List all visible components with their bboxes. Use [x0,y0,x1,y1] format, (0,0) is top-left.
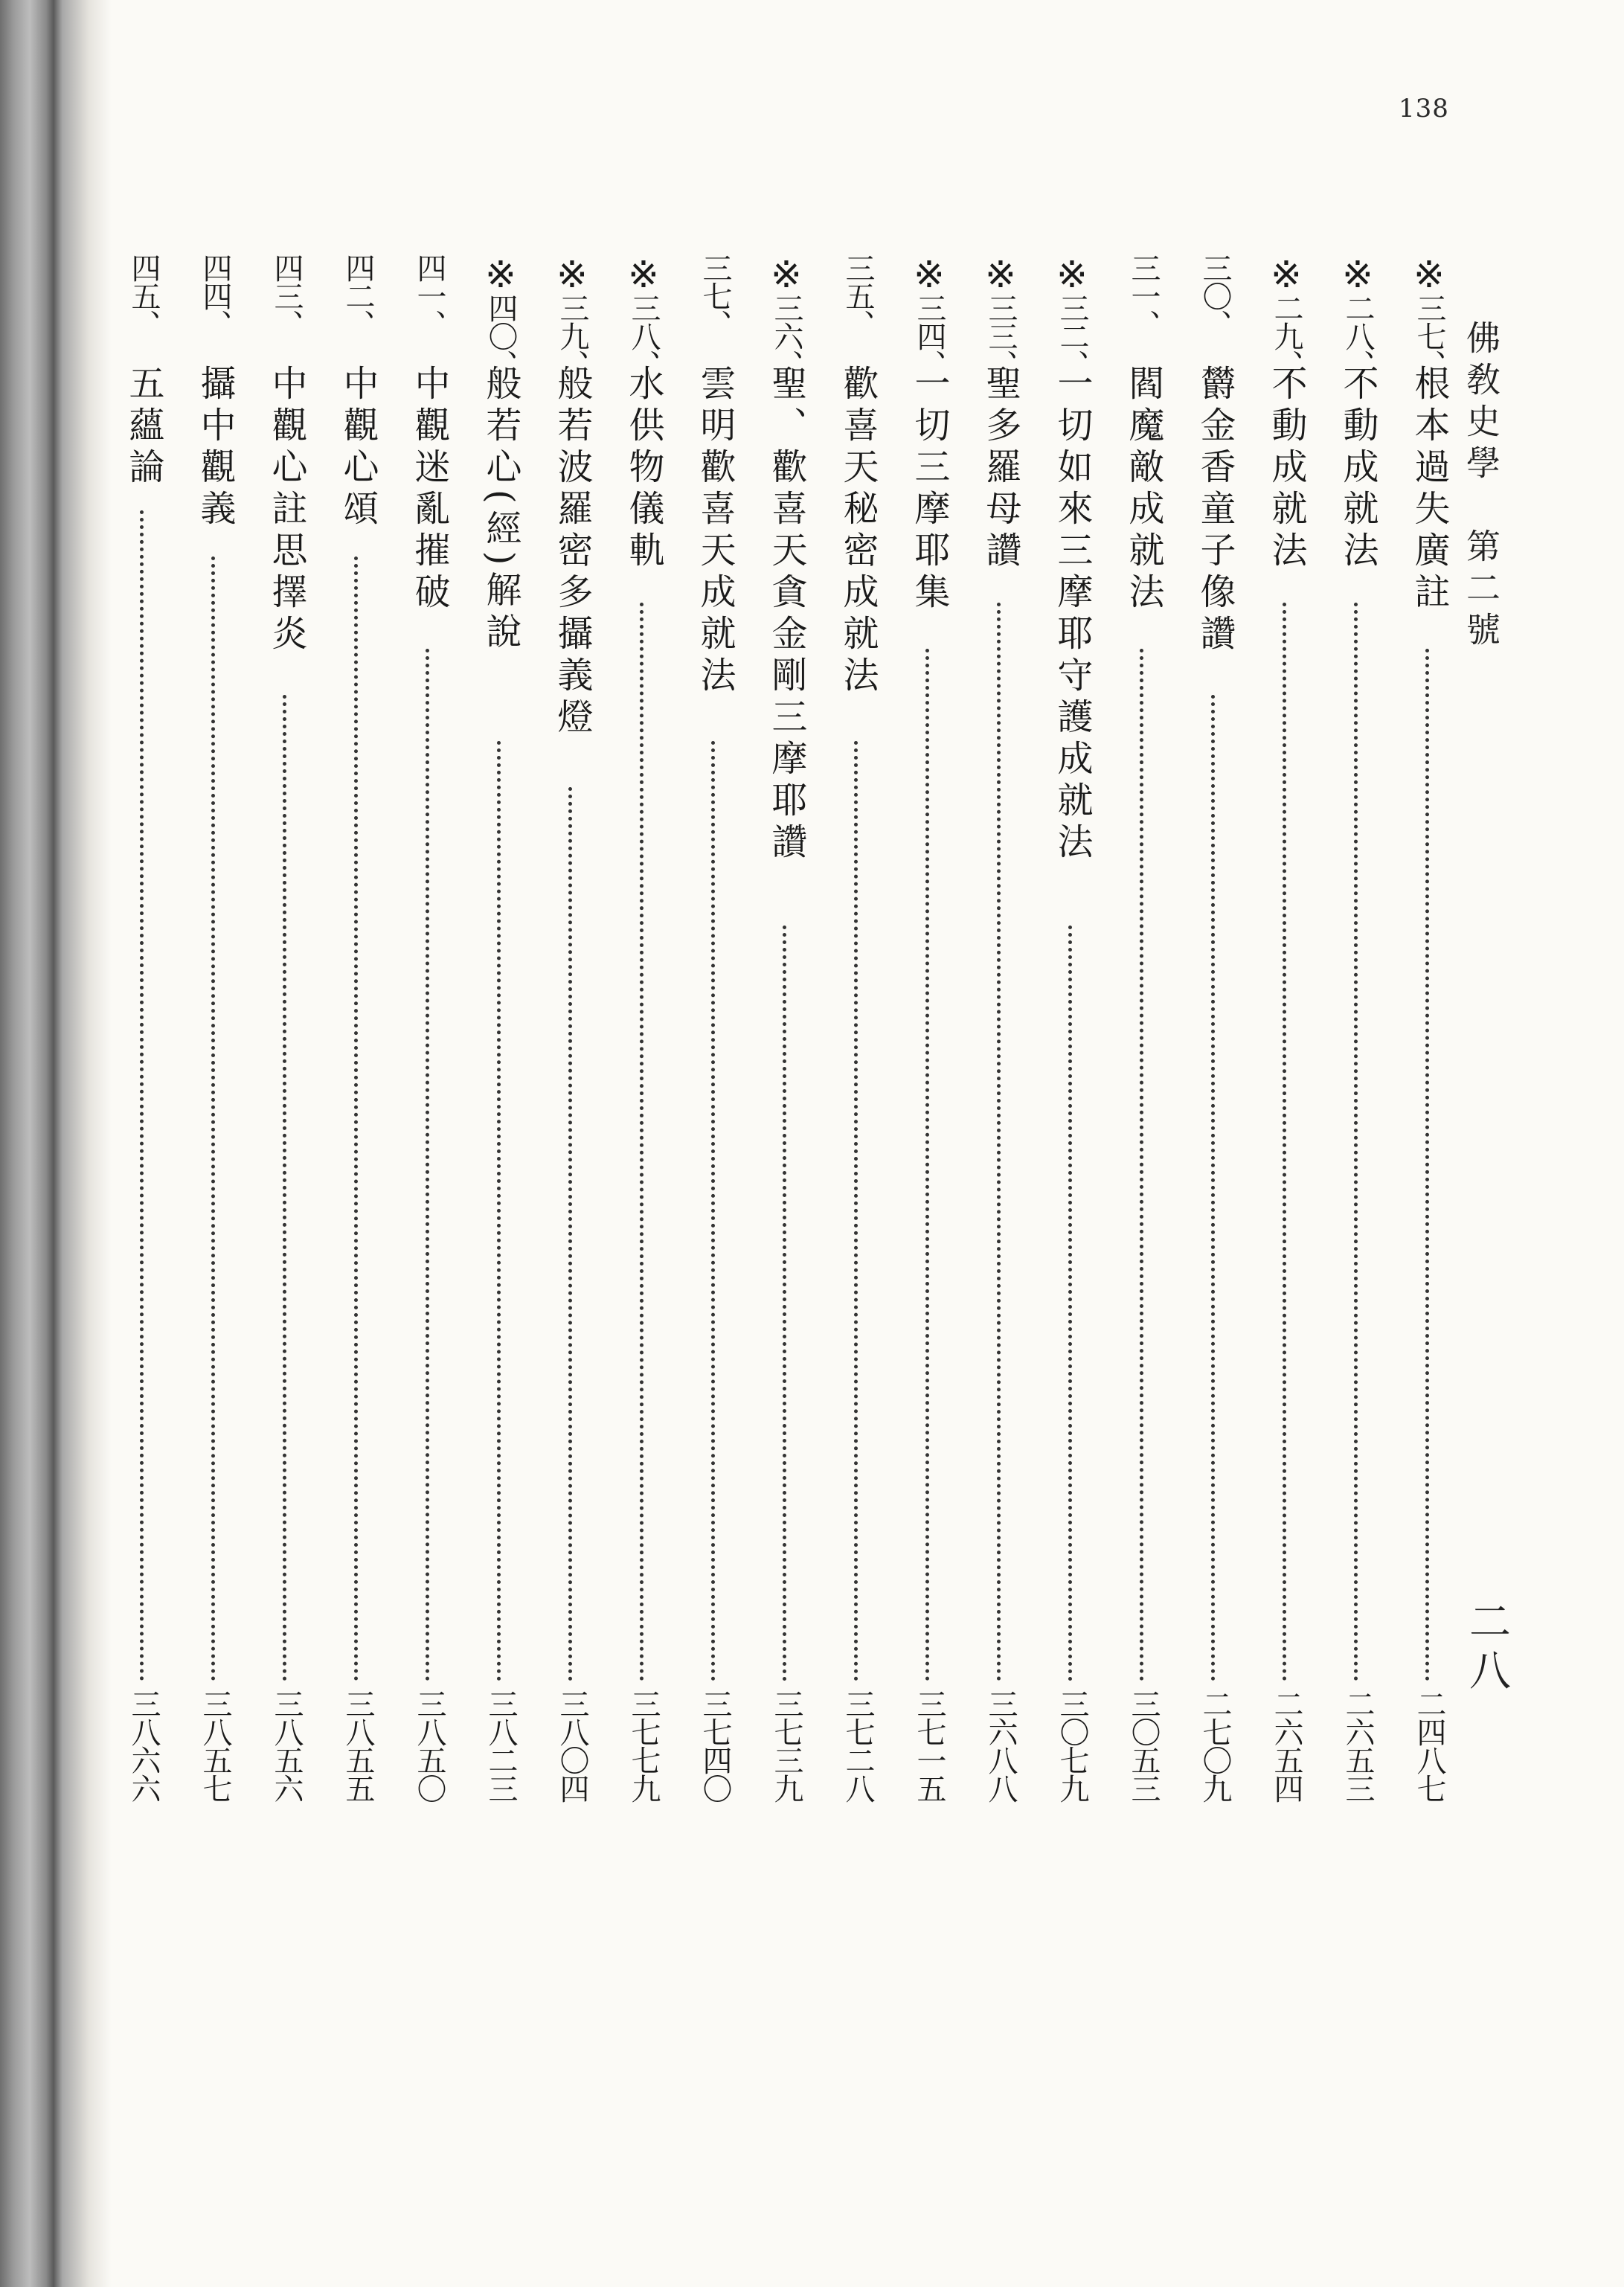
toc-entry-number: 四〇、 [484,293,518,378]
toc-entry-number: 四四、 [198,253,232,338]
toc-entry-number: 四三、 [269,253,304,338]
toc-entry-page: 三七四〇 [698,1689,732,1802]
toc-entry-title: 雲明歡喜天成就法 [694,365,736,698]
toc-entry-page: 三八五六 [269,1689,304,1802]
toc-leader-dots [1354,603,1358,1681]
toc-entry-number: 四五、 [126,253,161,338]
toc-entry [684,253,744,1994]
toc-leader-dots [568,787,572,1681]
toc-entry-mark: ※ [765,253,808,296]
toc-entry-number: 三七、 [698,253,732,338]
toc-leader-dots [354,556,358,1681]
toc-entry-mark: ※ [1336,253,1379,296]
toc-leader-dots [426,649,429,1681]
toc-leader-dots [1283,603,1286,1681]
toc-leader-dots [1211,695,1215,1681]
toc-entry-number: 二九、 [1269,293,1303,378]
toc-leader-dots [1140,649,1143,1681]
toc-entry-page: 三八六六 [126,1689,161,1802]
toc-entry-number: 三六、 [769,293,803,378]
toc-entry [1184,253,1244,1994]
toc-entry [184,253,244,1994]
toc-entry-title: 歡喜天秘密成就法 [837,365,879,698]
toc-leader-dots [1068,926,1072,1681]
toc-entry-number: 三二、 [1055,293,1089,378]
toc-entry-number: 三〇、 [1198,253,1232,338]
toc-entry-title: 一切三摩耶集 [908,365,950,615]
toc-entry [470,253,530,1994]
toc-entry [1042,253,1101,1994]
binding-shadow [0,0,112,2287]
toc-entry-page: 三七二八 [841,1689,875,1802]
toc-entry-mark: ※ [1408,253,1451,296]
toc-entry-title: 根本過失廣註 [1408,365,1450,615]
toc-entry-title: 般若波羅密多攝義燈 [551,365,593,740]
toc-entry [327,253,387,1994]
toc-entry-mark: ※ [479,253,522,296]
toc-entry-mark: ※ [1265,253,1308,296]
toc-entry-title: 中觀迷亂摧破 [408,365,450,615]
toc-entry-title: 中觀心頌 [337,365,379,531]
toc-entry-title: 水供物儀軌 [623,365,664,573]
toc-entry [256,253,315,1994]
toc-entry-number: 二八、 [1341,293,1375,378]
toc-entry-mark: ※ [622,253,665,296]
toc-entry-mark: ※ [551,253,594,296]
toc-entry [1256,253,1315,1994]
toc-entry-title: 般若心(經)解說 [480,365,521,655]
toc-entry [399,253,458,1994]
toc-entry [970,253,1030,1994]
toc-entry-title: 閻魔敵成就法 [1123,365,1164,615]
page-number: 138 [1399,94,1449,124]
running-header: 佛敎史學 第二號 [1461,320,1501,653]
toc-entry-number: 三九、 [555,293,589,378]
toc-leader-dots [283,695,286,1681]
toc-entry-page: 二四八七 [1412,1689,1446,1802]
toc-entry-page: 三六八八 [983,1689,1018,1802]
toc-entry [827,253,887,1994]
toc-leader-dots [497,741,501,1681]
toc-entry-number: 三三、 [983,293,1018,378]
toc-entry-title: 中觀心註思擇炎 [266,365,307,656]
toc-entry-number: 三五、 [841,253,875,338]
toc-entry-page: 三八五七 [198,1689,232,1802]
toc-entry-title: 不動成就法 [1265,365,1307,573]
toc-leader-dots [925,649,929,1681]
toc-leader-dots [854,741,858,1681]
toc-entry-title: 聖、歡喜天貪金剛三摩耶讚 [766,365,807,865]
toc-entry-number: 三一、 [1126,253,1161,338]
toc-entry-mark: ※ [1050,253,1094,296]
toc-entry-title: 一切如來三摩耶守護成就法 [1051,365,1093,865]
toc-entry-title: 五蘊論 [123,365,164,490]
toc-entry-number: 三四、 [912,293,946,378]
toc-entry-page: 三八〇四 [555,1689,589,1802]
toc-entry-page: 二七〇九 [1198,1689,1232,1802]
toc-entry-page: 三八二三 [484,1689,518,1802]
toc-entry-page: 三八五五 [341,1689,375,1802]
toc-entry [1113,253,1172,1994]
toc-entry-title: 聖多羅母讚 [980,365,1021,573]
toc-entry-number: 四二、 [341,253,375,338]
toc-leader-dots [140,510,144,1681]
toc-entry-page: 三〇五三 [1126,1689,1161,1802]
toc-entry-page: 三七三九 [769,1689,803,1802]
toc-entry-mark: ※ [908,253,951,296]
toc-entry-number: 三八、 [626,293,661,378]
toc-entry-mark: ※ [979,253,1022,296]
side-page-number: 二八 [1463,1600,1511,1698]
toc-entry-title: 攝中觀義 [194,365,236,531]
toc-entry [1327,253,1387,1994]
toc-entry-title: 欝金香童子像讚 [1194,365,1236,656]
toc-entry-page: 三七一五 [912,1689,946,1802]
toc-leader-dots [1425,649,1429,1681]
toc-entry-number: 三七、 [1412,293,1446,378]
toc-entry [542,253,601,1994]
toc-entry-page: 二六五三 [1341,1689,1375,1802]
toc-entry [113,253,173,1994]
toc-leader-dots [211,556,215,1681]
toc-leader-dots [997,603,1001,1681]
toc-entry [899,253,958,1994]
toc-entry-page: 三八五〇 [412,1689,446,1802]
toc-leader-dots [711,741,715,1681]
toc-entry-page: 三〇七九 [1055,1689,1089,1802]
toc-entry [613,253,673,1994]
toc-entry [1399,253,1458,1994]
toc-entry-title: 不動成就法 [1337,365,1379,573]
toc-entry-page: 二六五四 [1269,1689,1303,1802]
toc-entry [756,253,815,1994]
toc-entry-number: 四一、 [412,253,446,338]
toc-entry-page: 三七七九 [626,1689,661,1802]
toc-leader-dots [640,603,643,1681]
toc-leader-dots [783,926,786,1681]
